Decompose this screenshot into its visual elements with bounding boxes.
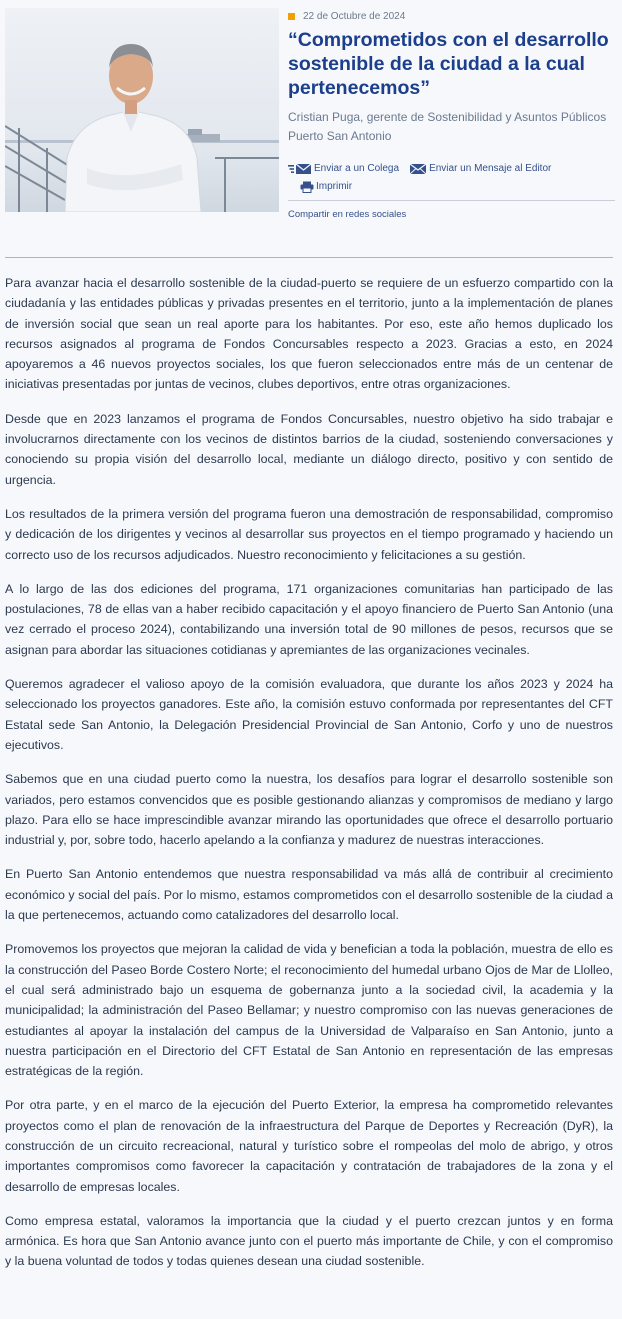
- article-header: [5, 8, 615, 220]
- article-actions: [288, 160, 615, 196]
- actions-divider: [288, 200, 615, 201]
- article-body: [5, 273, 613, 1286]
- body-paragraph: A lo largo de las dos ediciones del programa, 171 organizaciones comunitarias han participado de las postulaciones, 78 de ellas van a haber recibido capacitación y el apoyo financiero de Puerto San Antonio (una vez cerrado el proceso 2024), contabilizando una inversión total de 90 millones de pesos, recursos que se asignan para abordar las situaciones cotidianas y apremiantes de las organizaciones vecinales.: [5, 581, 613, 657]
- body-paragraph: Sabemos que en una ciudad puerto como la nuestra, los desafíos para lograr el desarrollo sostenible son variados, pero estamos convencidos que es posible gestionando alianzas y compromisos de mediano y largo plazo. Para ello se hace imprescindible avanzar mirando las oportunidades que ofrece el desarrollo portuario industrial y, por, sobre todo, hacerlo apelando a la confianza y madurez de nuestras interacciones.: [5, 772, 613, 848]
- send-editor-label: Enviar un Mensaje al Editor: [429, 163, 552, 174]
- body-paragraph: En Puerto San Antonio entendemos que nuestra responsabilidad va más allá de contribuir al crecimiento económico y social del país. Por lo mismo, estamos comprometidos con el desarrollo sostenible de la ciudad a la que pertenecemos, actuando como catalizadores del desarrollo local.: [5, 867, 613, 923]
- body-paragraph: Los resultados de la primera versión del programa fueron una demostración de responsabilidad, compromiso y dedicación de los dirigentes y vecinos al desarrollar sus proyectos en el tiempo programado y haciendo un correcto uso de los recursos adjudicados. Nuestro reconocimiento y felicitaciones a su gestión.: [5, 506, 613, 562]
- email-forward-icon: [288, 163, 312, 175]
- body-paragraph: Como empresa estatal, valoramos la importancia que la ciudad y el puerto crezcan juntos y en forma armónica. Es hora que San Antonio avance junto con el puerto más importante de Chile, y con el compromiso y la buena voluntad de todos y todas quienes desean una ciudad sostenible.: [5, 1213, 613, 1269]
- body-paragraph: Por otra parte, y en el marco de la ejecución del Puerto Exterior, la empresa ha comprometido relevantes proyectos como el plan de renovación de la infraestructura del Parque de Deportes y Recreación (DyR), la construcción de un circuito recreacional, natural y turístico sobre el rompeolas del molo de abrigo, y otros importantes compromisos como favorecer la capacitación y contratación de trabajadores de la zona y el desarrollo de empresas locales.: [5, 1098, 613, 1194]
- author-photo: [5, 8, 279, 212]
- section-divider: [5, 257, 613, 258]
- article-title: “Comprometidos con el desarrollo sostenible de la ciudad a la cual pertenecemos”: [288, 29, 609, 99]
- body-paragraph: Queremos agradecer el valioso apoyo de la comisión evaluadora, que durante los años 2023 y 2024 ha seleccionado los proyectos ganadores. Este año, la comisión estuvo conformada por representantes del CFT Estatal sede San Antonio, la Delegación Presidencial Provincial de San Antonio, Corfo y uno de nuestros ejecutivos.: [5, 677, 613, 752]
- article-date: 22 de Octubre de 2024: [303, 10, 406, 22]
- send-colleague-link[interactable]: [288, 160, 399, 178]
- printer-icon: [300, 181, 314, 193]
- article-author: Cristian Puga, gerente de Sostenibilidad y Asuntos Públicos Puerto San Antonio: [288, 110, 607, 143]
- envelope-icon: [409, 163, 427, 175]
- date-row: [288, 8, 615, 24]
- body-paragraph: Para avanzar hacia el desarrollo sostenible de la ciudad-puerto se requiere de un esfuerzo compartido con la ciudadanía y las entidades públicas y privadas presentes en el territorio, junto a la implementación de planes de inversión social que sean un real aporte para los habitantes. Por eso, este año hemos duplicado los recursos asignados al programa de Fondos Concursables respecto a 2023. Gracias a esto, en 2024 apoyaremos a 46 nuevos proyectos sociales, los que fueron seleccionados entre más de un centenar de iniciativas presentadas por juntas de vecinos, clubes deportivos, entre otras organizaciones.: [5, 276, 613, 392]
- body-paragraph: Desde que en 2023 lanzamos el programa de Fondos Concursables, nuestro objetivo ha sido trabajar e involucrarnos directamente con los vecinos de distintos barrios de la ciudad, sosteniendo conversaciones y conociendo su propia visión del desarrollo local, mediante un diálogo directo, positivo y con sentido de urgencia.: [5, 411, 613, 487]
- send-colleague-label: Enviar a un Colega: [314, 163, 400, 174]
- print-label: Imprimir: [316, 181, 353, 192]
- body-paragraph: Promovemos los proyectos que mejoran la calidad de vida y benefician a toda la población, muestra de ello es la construcción del Paseo Borde Costero Norte; el reconocimiento del humedal urbano Ojos de Mar de Llolleo, el cual será administrado bajo un esquema de gobernanza junto a la sociedad civil, la academia y la municipalidad; la administración del Paseo Bellamar; y nuestro compromiso con las nuevas generaciones de estudiantes al apoyar la instalación del campus de la Universidad de Valparaíso en San Antonio, junto a nuestra participación en el Directorio del CFT Estatal de San Antonio en representación de las empresas estratégicas de la región.: [5, 942, 613, 1079]
- send-editor-link[interactable]: [409, 160, 551, 178]
- print-link[interactable]: [300, 178, 352, 196]
- share-social-link[interactable]: Compartir en redes sociales: [288, 209, 407, 220]
- article-meta: [288, 8, 615, 220]
- date-marker-icon: [288, 13, 295, 20]
